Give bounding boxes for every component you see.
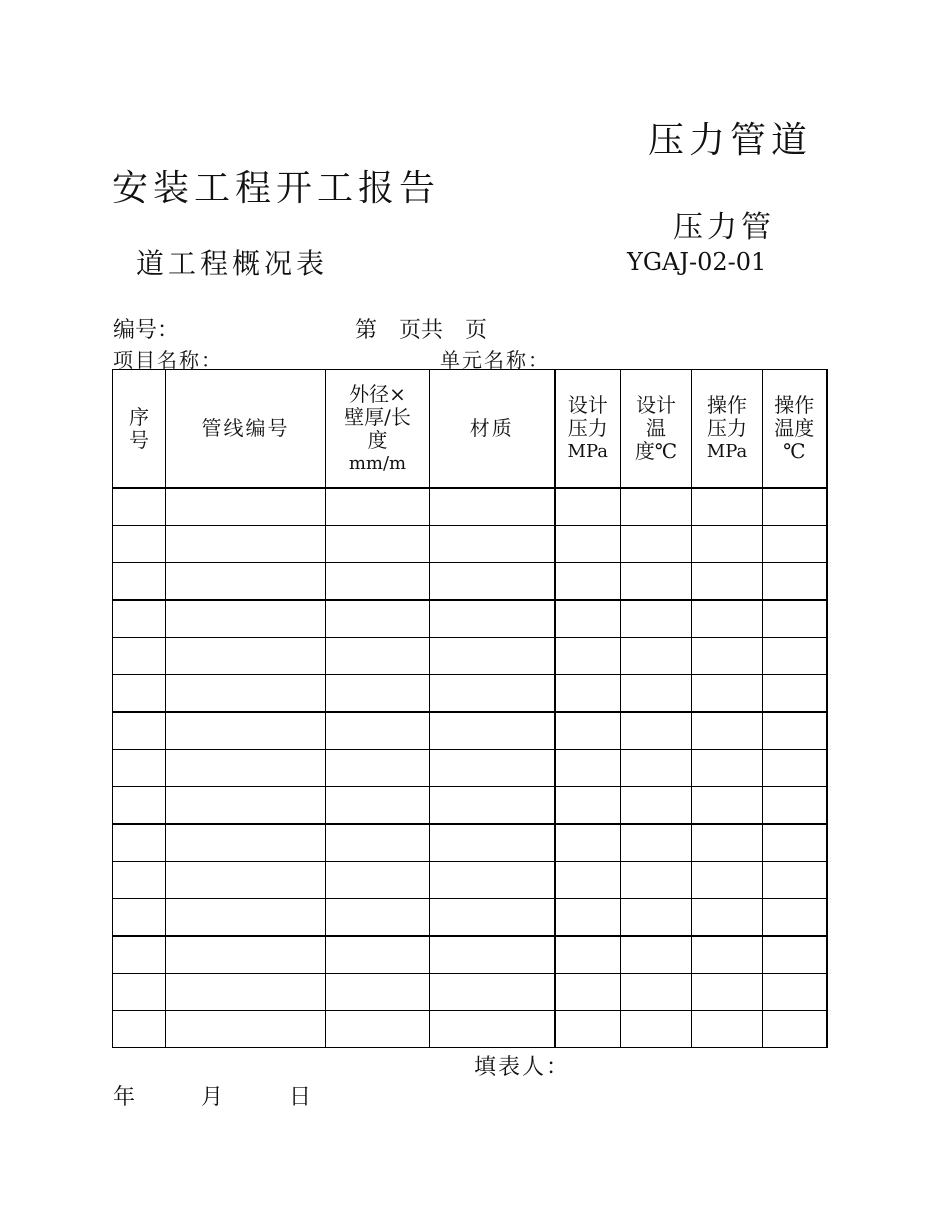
table-cell[interactable] [430,1011,555,1048]
table-cell[interactable] [430,824,555,862]
col-header-line-number: 管线编号 [166,370,326,489]
table-cell[interactable] [621,750,692,787]
table-cell[interactable] [113,563,166,601]
table-cell[interactable] [326,936,430,974]
col-header-design-pressure: 设计 压力 MPa [555,370,621,489]
table-cell[interactable] [430,712,555,750]
table-cell[interactable] [113,1011,166,1048]
col-header-operating-temperature: 操作 温度 ℃ [763,370,827,489]
table-row [113,526,827,563]
table-cell[interactable] [555,936,621,974]
table-cell[interactable] [113,899,166,937]
table-cell[interactable] [326,712,430,750]
table-cell[interactable] [166,899,326,937]
table-cell[interactable] [430,750,555,787]
table-row [113,1011,827,1048]
table-cell[interactable] [555,862,621,899]
table-cell[interactable] [166,638,326,675]
table-cell[interactable] [326,862,430,899]
table-cell[interactable] [326,600,430,638]
table-row [113,899,827,937]
number-label: 编号： [113,318,180,343]
table-cell[interactable] [430,936,555,974]
table-cell[interactable] [763,936,827,974]
table-cell[interactable] [763,1011,827,1048]
table-cell[interactable] [555,526,621,563]
table-cell[interactable] [166,526,326,563]
table-cell[interactable] [555,1011,621,1048]
table-cell[interactable] [763,862,827,899]
table-cell[interactable] [763,600,827,638]
date-line: 年 月 日 [113,1085,312,1110]
col-header-dimensions: 外径× 壁厚/长 度 mm/m [326,370,430,489]
table-cell[interactable] [692,712,763,750]
table-cell[interactable] [692,675,763,713]
table-row [113,488,827,526]
form-code: YGAJ-02-01 [627,248,767,276]
table-cell[interactable] [692,488,763,526]
table-cell[interactable] [692,899,763,937]
table-cell[interactable] [555,638,621,675]
table-cell[interactable] [166,675,326,713]
table-cell[interactable] [692,750,763,787]
table-cell[interactable] [113,936,166,974]
table-cell[interactable] [430,488,555,526]
title-line-4: 道工程概况表 [136,247,329,280]
table-cell[interactable] [326,750,430,787]
table-cell[interactable] [430,526,555,563]
table-cell[interactable] [555,750,621,787]
table-cell[interactable] [555,675,621,713]
table-cell[interactable] [166,563,326,601]
filler-label: 填表人： [474,1055,571,1080]
table-header-row [113,370,827,489]
table-cell[interactable] [621,712,692,750]
table-cell[interactable] [621,936,692,974]
title-line-1: 压力管道 [648,120,813,161]
table-cell[interactable] [430,638,555,675]
table-cell[interactable] [326,899,430,937]
table-cell[interactable] [113,488,166,526]
table-cell[interactable] [621,974,692,1011]
table-cell[interactable] [763,712,827,750]
table-cell[interactable] [555,899,621,937]
table-cell[interactable] [621,526,692,563]
table-cell[interactable] [555,712,621,750]
table-cell[interactable] [326,824,430,862]
table-cell[interactable] [621,563,692,601]
table-cell[interactable] [430,563,555,601]
table-cell[interactable] [763,526,827,563]
table-cell[interactable] [692,638,763,675]
table-cell[interactable] [166,862,326,899]
col-header-design-temperature: 设计 温 度℃ [621,370,692,489]
table-cell[interactable] [430,600,555,638]
table-cell[interactable] [692,563,763,601]
table-cell[interactable] [621,787,692,825]
table-cell[interactable] [692,974,763,1011]
table-cell[interactable] [430,899,555,937]
table-cell[interactable] [166,787,326,825]
table-cell[interactable] [113,824,166,862]
table-cell[interactable] [621,675,692,713]
table-row [113,750,827,787]
table-cell[interactable] [326,974,430,1011]
col-header-material: 材质 [430,370,555,489]
table-cell[interactable] [555,488,621,526]
table-cell[interactable] [430,862,555,899]
table-cell[interactable] [113,787,166,825]
table-cell[interactable] [326,787,430,825]
table-row [113,712,827,750]
table-cell[interactable] [166,488,326,526]
unit-name-label: 单元名称： [440,348,550,372]
table-cell[interactable] [763,675,827,713]
table-cell[interactable] [113,750,166,787]
col-header-operating-pressure: 操作 压力 MPa [692,370,763,489]
table-cell[interactable] [555,824,621,862]
col-header-seq: 序 号 [113,370,166,489]
table-cell[interactable] [113,712,166,750]
table-cell[interactable] [430,787,555,825]
table-row [113,600,827,638]
table-cell[interactable] [166,600,326,638]
table-cell[interactable] [555,600,621,638]
table-cell[interactable] [166,712,326,750]
table-cell[interactable] [113,974,166,1011]
table-cell[interactable] [621,600,692,638]
table-cell[interactable] [555,563,621,601]
page-indicator: 第 页共 页 [355,318,488,343]
table-cell[interactable] [763,824,827,862]
table-cell[interactable] [621,824,692,862]
table-cell[interactable] [763,750,827,787]
table-cell[interactable] [692,787,763,825]
table-row [113,936,827,974]
table-cell[interactable] [763,563,827,601]
table-cell[interactable] [692,526,763,563]
table-cell[interactable] [430,675,555,713]
table-body [113,488,827,1048]
table-cell[interactable] [113,675,166,713]
table-row [113,675,827,713]
pipeline-overview-table [112,369,828,1048]
table-cell[interactable] [621,899,692,937]
table-cell[interactable] [166,824,326,862]
table-cell[interactable] [326,1011,430,1048]
title-line-2: 安装工程开工报告 [112,168,441,209]
table-cell[interactable] [692,862,763,899]
table-cell[interactable] [621,488,692,526]
table-row [113,974,827,1011]
table-row [113,787,827,825]
table-cell[interactable] [326,526,430,563]
table-cell[interactable] [692,600,763,638]
table-cell[interactable] [326,563,430,601]
table-cell[interactable] [621,638,692,675]
table-cell[interactable] [326,675,430,713]
table-row [113,638,827,675]
table-cell[interactable] [113,638,166,675]
table-cell[interactable] [326,488,430,526]
table-cell[interactable] [166,1011,326,1048]
title-line-3: 压力管 [673,210,775,245]
table-cell[interactable] [555,787,621,825]
table-cell[interactable] [621,862,692,899]
table-cell[interactable] [763,488,827,526]
table-cell[interactable] [763,974,827,1011]
table-cell[interactable] [166,750,326,787]
table-row [113,824,827,862]
table-cell[interactable] [166,936,326,974]
table-cell[interactable] [692,1011,763,1048]
table-cell[interactable] [763,638,827,675]
table-cell[interactable] [555,974,621,1011]
table-cell[interactable] [621,1011,692,1048]
table-cell[interactable] [763,899,827,937]
table-cell[interactable] [692,824,763,862]
table-cell[interactable] [113,862,166,899]
project-name-label: 项目名称： [113,348,223,372]
table-cell[interactable] [763,787,827,825]
table-row [113,862,827,899]
table-row [113,563,827,601]
table-cell[interactable] [113,526,166,563]
table-cell[interactable] [166,974,326,1011]
table-cell[interactable] [113,600,166,638]
table-cell[interactable] [326,638,430,675]
table-cell[interactable] [692,936,763,974]
table-cell[interactable] [430,974,555,1011]
